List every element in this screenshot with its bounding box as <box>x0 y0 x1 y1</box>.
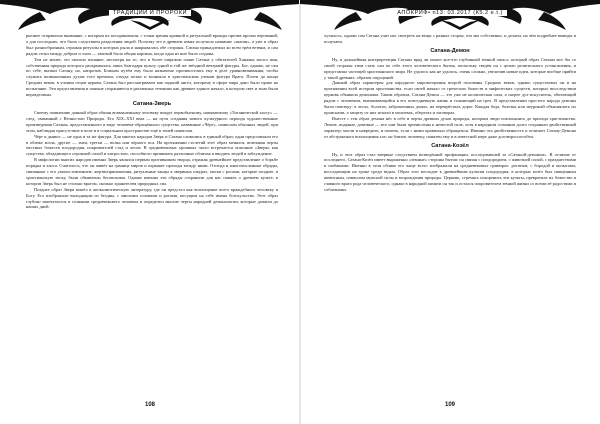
running-head-right: АПОКРИФ• n13: 03.2017 (К5.2 e.t.) <box>300 10 600 16</box>
paragraph: В мифологии многих народов именно Зверь являлся первым противником творца, отражая древнейшее представление о борьбе порядка и хаоса. Считалось, что он живёт на границе миров и охраняет проходы между ними. Отсюда и многочисленные обряды, связанные с его умилостивлением: жертвоприношения, ритуальные танцы в звериных шкурах, маски с рогами, которые позднее, в христианскую эпоху, были объявлены бесовскими. Однако именно эти обряды сохранили для нас память о древнем культе, в котором Зверь был не столько врагом, сколько хранителем природных сил. <box>26 157 278 186</box>
page-number-right: 109 <box>444 402 455 408</box>
right-page <box>300 0 600 424</box>
paragraph: Данный образ характерен для народного мировоззрения второй половины Средних веков, однако существовал он и на протяжении всей истории христианства, если своей начало от греческих божеств и мифических существ, которых впоследствии церковь объявила демонами. Таким образом, Сатана-Демон — это уже не космическая сила, а скорее дух-искуситель, обитающий рядом с человеком, вмешивающийся в его повседневную жизнь и толкающий на грех. В представлении простого народа демоны были повсюду: в лесах, болотах, заброшенных домах, на перекрёстках дорог. Каждая беда, болезнь или неурожай объяснялись их происками, а защиту от них искали в молитвах, оберегах и заговорах. <box>324 80 576 115</box>
right-text-column <box>324 33 576 388</box>
paragraph: Вместе с тем образ демона нёс в себе и черты древних духов природы, которым люди поклонялись до прихода христианства. Лешие, водяные, домовые — все они были причислены к нечистой силе, хотя в народном сознании долго сохраняли двойственный характер: могли и навредить, и помочь, если с ними правильно обращаться. Именно эта двойственность и отличает Сатану-Демона от абстрактного воплощения зла: он близок человеку, понятен ему и в известной мере даже договороспособен. <box>324 115 576 139</box>
section-title-demon: Сатана-Демон <box>430 47 470 54</box>
paragraph: Позднее образ Зверя вошёл в апокалиптическую литературу, где он предстал как воплощение всего враждебного человеку и Богу. Его изображали выходящим из бездны, с многими головами и рогами, несущим на себе имена богохульства. Этот образ глубоко запечатлелся в сознании средневекового человека и определил многие черты народной демонологии, которые дожили до наших дней. <box>26 186 278 210</box>
paragraph: рьезнее отправлено внимание, с которым их воспринимали, с точки зрения кровной и ритуальной вражды против прочих верований, а для последних, что было следствием разделения людей. Поэтому это в древнем языке получило название «шатан», а уже и образ был разнообразным, отражая ритуалы в которых рыла и накрывалась обе стороны. Сатана принадлежал ко всем трём ветвям, и сам рядом стоял между добром и злом — таковой была общая картина, когда одна из них была создана. <box>26 33 278 56</box>
left-text-column <box>26 33 278 388</box>
paragraph: Тем не менее, это оказало влияние, несмотря на то, что в более широком плане Сатана у обитателей Ханаана носил имя, собственная природа которого раскрывалась лишь благодаря культу одной и той же звёздной вечерней фигуры. Бог, однако, не сам по себе, вызвал Сатану, но, напротив, Божьим путём ему было назначено противостоять ему в деле уравновешивания, чтобы служить возвышенным духам того времени, откуда позже и возникла в христианском учении фигура Врага. Почти до конца Средних веков, в учении отцов церкви, Сатана был рассматриваем как падший ангел, которому в сфере мира дано было право на испытание. Эти представления и поныне сохраняются в различных течениях как древнее единое начало, в котором свет и тьма были неразделимы. <box>26 56 278 98</box>
page-number-left: 108 <box>144 402 155 408</box>
section-title-goat: Сатана-Козёл <box>431 142 469 149</box>
paragraph: Своему появлению данный образ обязан возвышенному человеку вокруг первобытному, называемому «Титанической хаосу» — след, связанный с Вечностью Природы. Его XIX–XXI века — на пути создания нового культурного периода художественные произведения Сатаны, представленного в виде человека-обращённого существа, названные «Чёрт», символом обычных людей, при этом, наблюдая присутствие в поле и в социальном пространстве ещё и теней символов. <box>26 109 278 133</box>
running-head-left: ТРАДИЦИИ И ПРОРОКИ <box>0 10 300 16</box>
paragraph: Ну, и этот образ стал впервые следствием возведённой профанации, последовавшей за «Сатаной-демоном». В отличие от последнего, Сатана-Козёл имеет выраженно «земные» стороны бытия: он связан с плодородием, с животной силой, с празднествами и шабашами. Именно в этом облике его чаще всего изображали на средневековых гравюрах: рогатым, с бородой и копытами, восседающим на троне среди ведьм. Образ этот восходит к древнейшим культам плодородия, в которых козёл был священным животным, символом мужской силы и возрождения природы. Церковь, стремясь искоренить эти культы, превратила их божество в главного врага рода человеческого, однако в народной памяти он так и остался покровителем земной жизни со всеми её радостями и соблазнами. <box>324 151 576 192</box>
paragraph: Ну, и дальнейшая интерпретация Сатаны вряд ли может кое-что глубинный земной смысл, который образ Сатаны мог бы со своей стороны этим стать сам по себе этого человеческого бытия, поскольку сведён он с целью религиозного установления, и представлял частицей христианского мира. Не удалось как не удалось, очень сложно, увеличив новые идеи, которые вообще прийти у такой древних, образов ощущений. <box>324 56 576 80</box>
paragraph: лучилось, однако сам Сатана учит нас смотреть на вещи с разных сторон, что мы собственно, и делаем, на чём подробнее выводы и получаем. <box>324 33 576 44</box>
section-title-beast: Сатана-Зверь <box>132 100 172 107</box>
paragraph: Чёрт и дьявол — не одна и та же фигура. Для многих народов Зверь и Сатана сливались в единый образ; одни представляли его в облике козла, другие — змея, третьи — волка или чёрного пса. На протяжении столетий этот образ менялся, впитывая черты местных божеств плодородия, покровителей стад и лесов. В средневековых хрониках часто встречается описание «Зверя» как существа, обладающего огромной силой и хитростью, способного принимать различные обличья и вводить людей в заблуждение. <box>26 133 278 157</box>
